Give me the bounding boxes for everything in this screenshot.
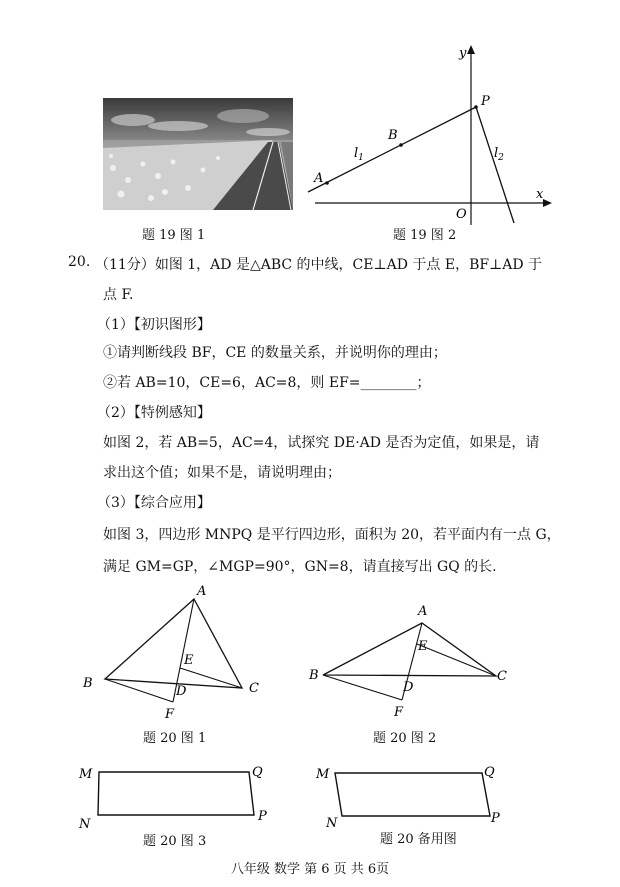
q20-part3-heading: （3）【综合应用】 — [97, 495, 211, 511]
fig20-1-caption: 题 20 图 1 — [143, 731, 207, 746]
q20-part3-line2: 满足 GM=GP，∠MGP=90°，GN=8，请直接写出 GQ 的长. — [103, 559, 497, 575]
label-m: M — [79, 767, 93, 782]
fig20-3-caption: 题 20 图 3 — [143, 834, 207, 849]
label-o: O — [456, 207, 467, 222]
segment-ce — [417, 644, 496, 676]
segment-bf — [323, 675, 402, 700]
label-f: F — [165, 707, 175, 722]
label-y: y — [459, 46, 467, 61]
parallelogram-mnpq — [335, 773, 490, 816]
label-e: E — [184, 653, 194, 668]
label-c: C — [497, 669, 507, 684]
fig20-1-diagram — [75, 580, 275, 720]
q20-part3-line1: 如图 3，四边形 MNPQ 是平行四边形，面积为 20，若平面内有一点 G， — [103, 527, 561, 543]
fig20-2-caption: 题 20 图 2 — [373, 731, 437, 746]
label-d: D — [403, 680, 414, 695]
q20-line-2: 点 F. — [103, 287, 134, 303]
road-photo — [103, 98, 293, 210]
q20-part2-line1: 如图 2，若 AB=5，AC=4，试探究 DE·AD 是否为定值，如果是，请 — [103, 435, 540, 451]
label-b: B — [388, 128, 398, 143]
point-p-dot — [474, 105, 478, 109]
label-b: B — [83, 676, 93, 691]
page-footer: 八年级 数学 第 6 页 共 6页 — [230, 862, 390, 877]
label-d: D — [176, 684, 187, 699]
road-photo-drawing — [103, 98, 293, 210]
label-c: C — [249, 681, 259, 696]
label-a: A — [418, 604, 428, 619]
fig19-1-caption: 题 19 图 1 — [142, 228, 206, 243]
line-l1 — [308, 107, 476, 192]
label-m: M — [316, 767, 330, 782]
point-b-dot — [399, 143, 403, 147]
label-a: A — [314, 171, 324, 186]
label-a: A — [197, 584, 207, 599]
label-e: E — [418, 639, 428, 654]
label-n: N — [79, 817, 91, 832]
q20-line-1: （11分）如图 1，AD 是△ABC 的中线，CE⊥AD 于点 E，BF⊥AD 于 — [95, 257, 543, 273]
q20-part1-heading: （1）【初识图形】 — [97, 317, 211, 333]
q20-part1-item2: ②若 AB=10，CE=6，AC=8，则 EF=________； — [103, 375, 431, 391]
label-l2: $l_2$ — [494, 146, 504, 163]
label-l1: $l_1$ — [354, 146, 364, 163]
fig20-backup-diagram — [310, 760, 510, 830]
q20-part1-item1: ①请判断线段 BF，CE 的数量关系，并说明你的理由； — [103, 345, 447, 361]
x-axis-arrow — [543, 199, 552, 207]
fig19-2-diagram — [300, 40, 560, 230]
triangle-abc — [105, 599, 242, 688]
label-l2-sub: 2 — [498, 153, 504, 163]
label-x: x — [536, 187, 544, 202]
label-p: P — [491, 811, 500, 826]
fig20-3-diagram — [75, 760, 275, 830]
parallelogram-mnpq — [98, 772, 254, 815]
point-a-dot — [325, 181, 329, 185]
label-l1-sub: 1 — [358, 153, 364, 163]
label-q: Q — [252, 765, 263, 780]
triangle-abc — [323, 623, 496, 676]
label-p: P — [258, 809, 267, 824]
label-b: B — [309, 668, 319, 683]
q20-part2-line2: 求出这个值；如果不是，请说明理由； — [103, 465, 341, 481]
label-f: F — [394, 705, 404, 720]
label-p: P — [481, 94, 490, 109]
line-l2 — [476, 107, 514, 223]
fig20-2-diagram — [305, 598, 525, 723]
question-20-number: 20. — [68, 254, 91, 270]
label-n: N — [326, 816, 338, 831]
y-axis-arrow — [467, 45, 475, 54]
label-q: Q — [484, 765, 495, 780]
fig19-2-caption: 题 19 图 2 — [393, 228, 457, 243]
q20-part2-heading: （2）【特例感知】 — [97, 405, 211, 421]
fig20-backup-caption: 题 20 备用图 — [380, 832, 457, 847]
